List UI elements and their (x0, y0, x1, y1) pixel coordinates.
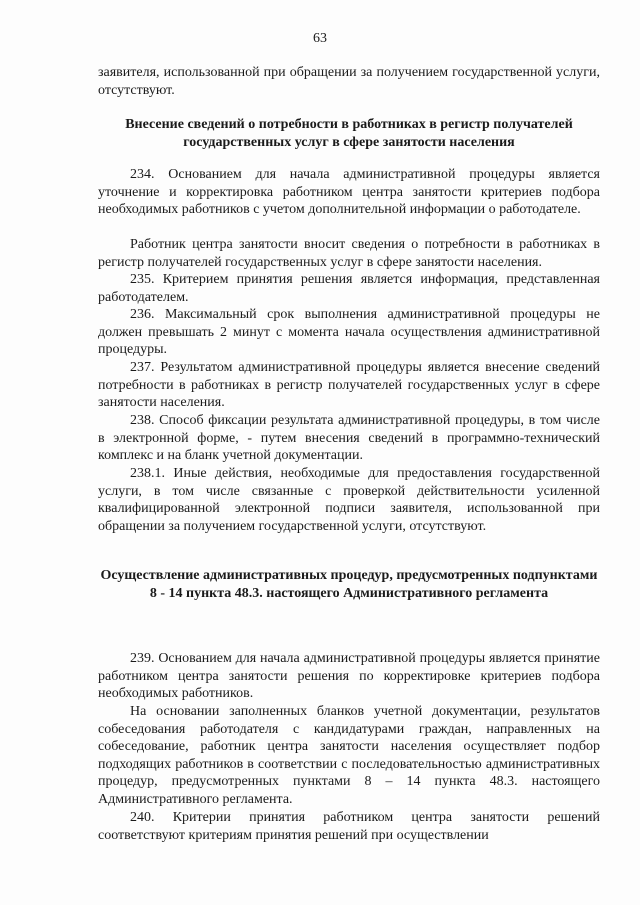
section-heading-register: Внесение сведений о потребности в работниках в регистр получателей государственных услуг в сфере занятости населения (125, 117, 573, 150)
section-heading-procedures: Осуществление административных процедур, предусмотренных подпунктами 8 - 14 пункта 48.3. настоящего Административного регламента (100, 568, 598, 601)
paragraph-240: 240. Критерии принятия работником центра занятости решений соответствуют критериям принятия решений при осуществлении (98, 810, 600, 843)
paragraph-236: 236. Максимальный срок выполнения административной процедуры не должен превышать 2 минут с момента начала осуществления административной процедуры. (98, 307, 600, 357)
paragraph-237: 237. Результатом административной процедуры является внесение сведений потребности в работниках в регистр получателей государственных услуг в сфере занятости населения. (98, 360, 600, 410)
paragraph-234: 234. Основанием для начала административной процедуры является уточнение и корректировка работником центра занятости критериев подбора необходимых работников с учетом дополнительной информации о работодателе. (98, 167, 600, 217)
paragraph-continuation: заявителя, использованной при обращении за получением государственной услуги, отсутствуют. (98, 65, 600, 98)
paragraph-239: 239. Основанием для начала административной процедуры является принятие работником центра занятости решения по корректировке критериев подбора необходимых работников. (98, 651, 600, 701)
paragraph-238: 238. Способ фиксации результата административной процедуры, в том числе в электронной форме, - путем внесения сведений в программно-технический комплекс и на бланк учетной документации. (98, 413, 600, 463)
paragraph-selection: На основании заполненных бланков учетной документации, результатов собеседования работодателя с кандидатурами граждан, направленных на собеседование, работник центра занятости населения осуществляет подбор подходящих работников в соответствии с последовательностью административных процедур, предусмотренных пунктами 8 – 14 пункта 48.3. настоящего Административного регламента. (98, 704, 600, 807)
paragraph-235: 235. Критерием принятия решения является информация, представленная работодателем. (98, 272, 600, 305)
page-number: 63 (313, 31, 327, 46)
paragraph-238-1: 238.1. Иные действия, необходимые для предоставления государственной услуги, в том числе связанные с проверкой действительности усиленной квалифицированной электронной подписи заявителя, использованной при обращении за получением государственной услуги, отсутствуют. (98, 466, 600, 534)
paragraph-register-entry: Работник центра занятости вносит сведения о потребности в работниках в регистр получателей государственных услуг в сфере занятости населения. (98, 237, 600, 270)
